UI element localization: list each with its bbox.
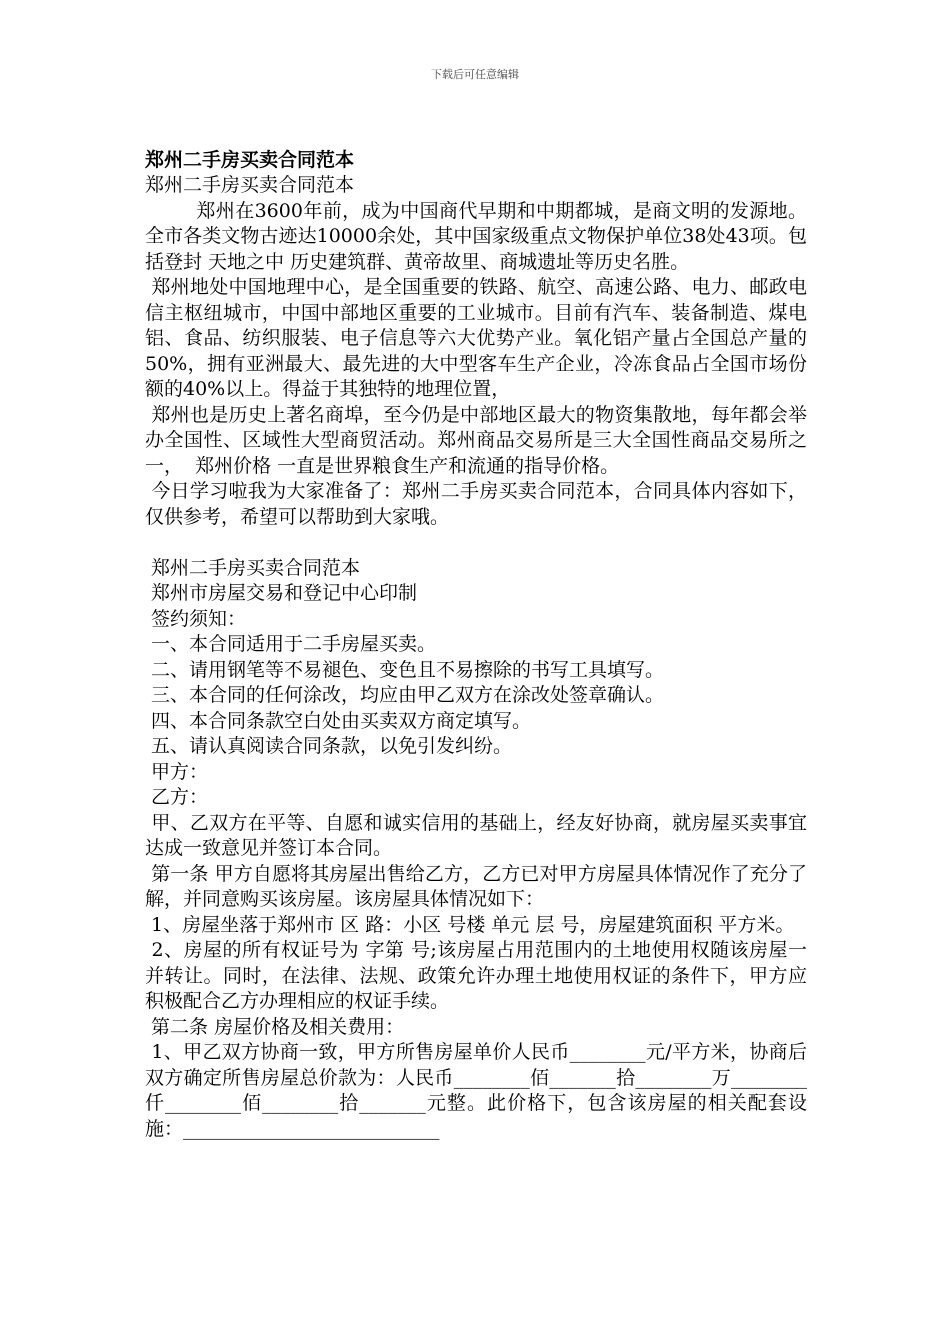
intro-paragraph-3: 郑州也是历史上著名商埠，至今仍是中部地区最大的物资集散地，每年都会举办全国性、区域性大型商贸活动。郑州商品交易所是三大全国性商品交易所之一， 郑州价格 一直是世界粮食生产和流通的指导价格。 [145, 403, 807, 477]
notice-item-2: 二、请用钢笔等不易褪色、变色且不易擦除的书写工具填写。 [145, 658, 665, 681]
document-subtitle: 郑州二手房买卖合同范本 [145, 174, 355, 196]
contract-issuer: 郑州市房屋交易和登记中心印制 [145, 582, 418, 604]
article-2-heading: 第二条 房屋价格及相关费用： [145, 1015, 405, 1038]
article-1: 第一条 甲方自愿将其房屋出售给乙方，乙方已对甲方房屋具体情况作了充分了解，并同意购买该房屋。该房屋具体情况如下： [145, 862, 807, 910]
intro-paragraph-1: 郑州在3600年前，成为中国商代早期和中期都城，是商文明的发源地。全市各类文物古迹达10000余处，其中国家级重点文物保护单位38处43项。包括登封 天地之中 历史建筑群、黄帝故里、商城遗址等历史名胜。 [145, 199, 807, 273]
article-2-item-1: 1、甲乙双方协商一致，甲方所售房屋单价人民币________元/平方米，协商后双方确定所售房屋总价款为：人民币________佰_______拾________万________仟________佰________拾_______元整。此价格下，包含该房屋的相关配套设施：___________________________ [145, 1041, 807, 1140]
article-1-item-1: 1、房屋坐落于郑州市 区 路：小区 号楼 单元 层 号，房屋建筑面积 平方米。 [145, 913, 795, 936]
page-header-note: 下载后可任意编辑 [431, 68, 519, 81]
contract-preamble: 甲、乙双方在平等、自愿和诚实信用的基础上，经友好协商，就房屋买卖事宜达成一致意见并签订本合同。 [145, 811, 807, 859]
notice-item-1: 一、本合同适用于二手房屋买卖。 [145, 633, 437, 655]
contract-title: 郑州二手房买卖合同范本 [145, 556, 361, 579]
party-b-label: 乙方： [145, 786, 209, 808]
notice-item-3: 三、本合同的任何涂改，均应由甲乙双方在涂改处签章确认。 [145, 684, 665, 706]
article-1-item-2: 2、房屋的所有权证号为 字第 号;该房屋占用范围内的土地使用权随该房屋一并转让。同时，在法律、法规、政策允许办理土地使用权证的条件下，甲方应积极配合乙方办理相应的权证手续。 [145, 939, 807, 1012]
document-body [145, 148, 807, 1142]
signing-notice-heading: 签约须知： [145, 607, 247, 630]
intro-paragraph-4: 今日学习啦我为大家准备了：郑州二手房买卖合同范本，合同具体内容如下，仅供参考，希望可以帮助到大家哦。 [145, 480, 807, 528]
intro-paragraph-2: 郑州地处中国地理中心，是全国重要的铁路、航空、高速公路、电力、邮政电信主枢纽城市，中国中部地区重要的工业城市。目前有汽车、装备制造、煤电铝、食品、纺织服装、电子信息等六大优势产业。氧化铝产量占全国总产量的50%，拥有亚洲最大、最先进的大中型客车生产企业，冷冻食品占全国市场份额的40%以上。得益于其独特的地理位置， [145, 276, 807, 400]
document-title: 郑州二手房买卖合同范本 [145, 149, 355, 171]
notice-item-4: 四、本合同条款空白处由买卖双方商定填写。 [145, 709, 532, 732]
notice-item-5: 五、请认真阅读合同条款，以免引发纠纷。 [145, 735, 513, 757]
blank-line [145, 530, 807, 556]
party-a-label: 甲方： [145, 760, 209, 783]
